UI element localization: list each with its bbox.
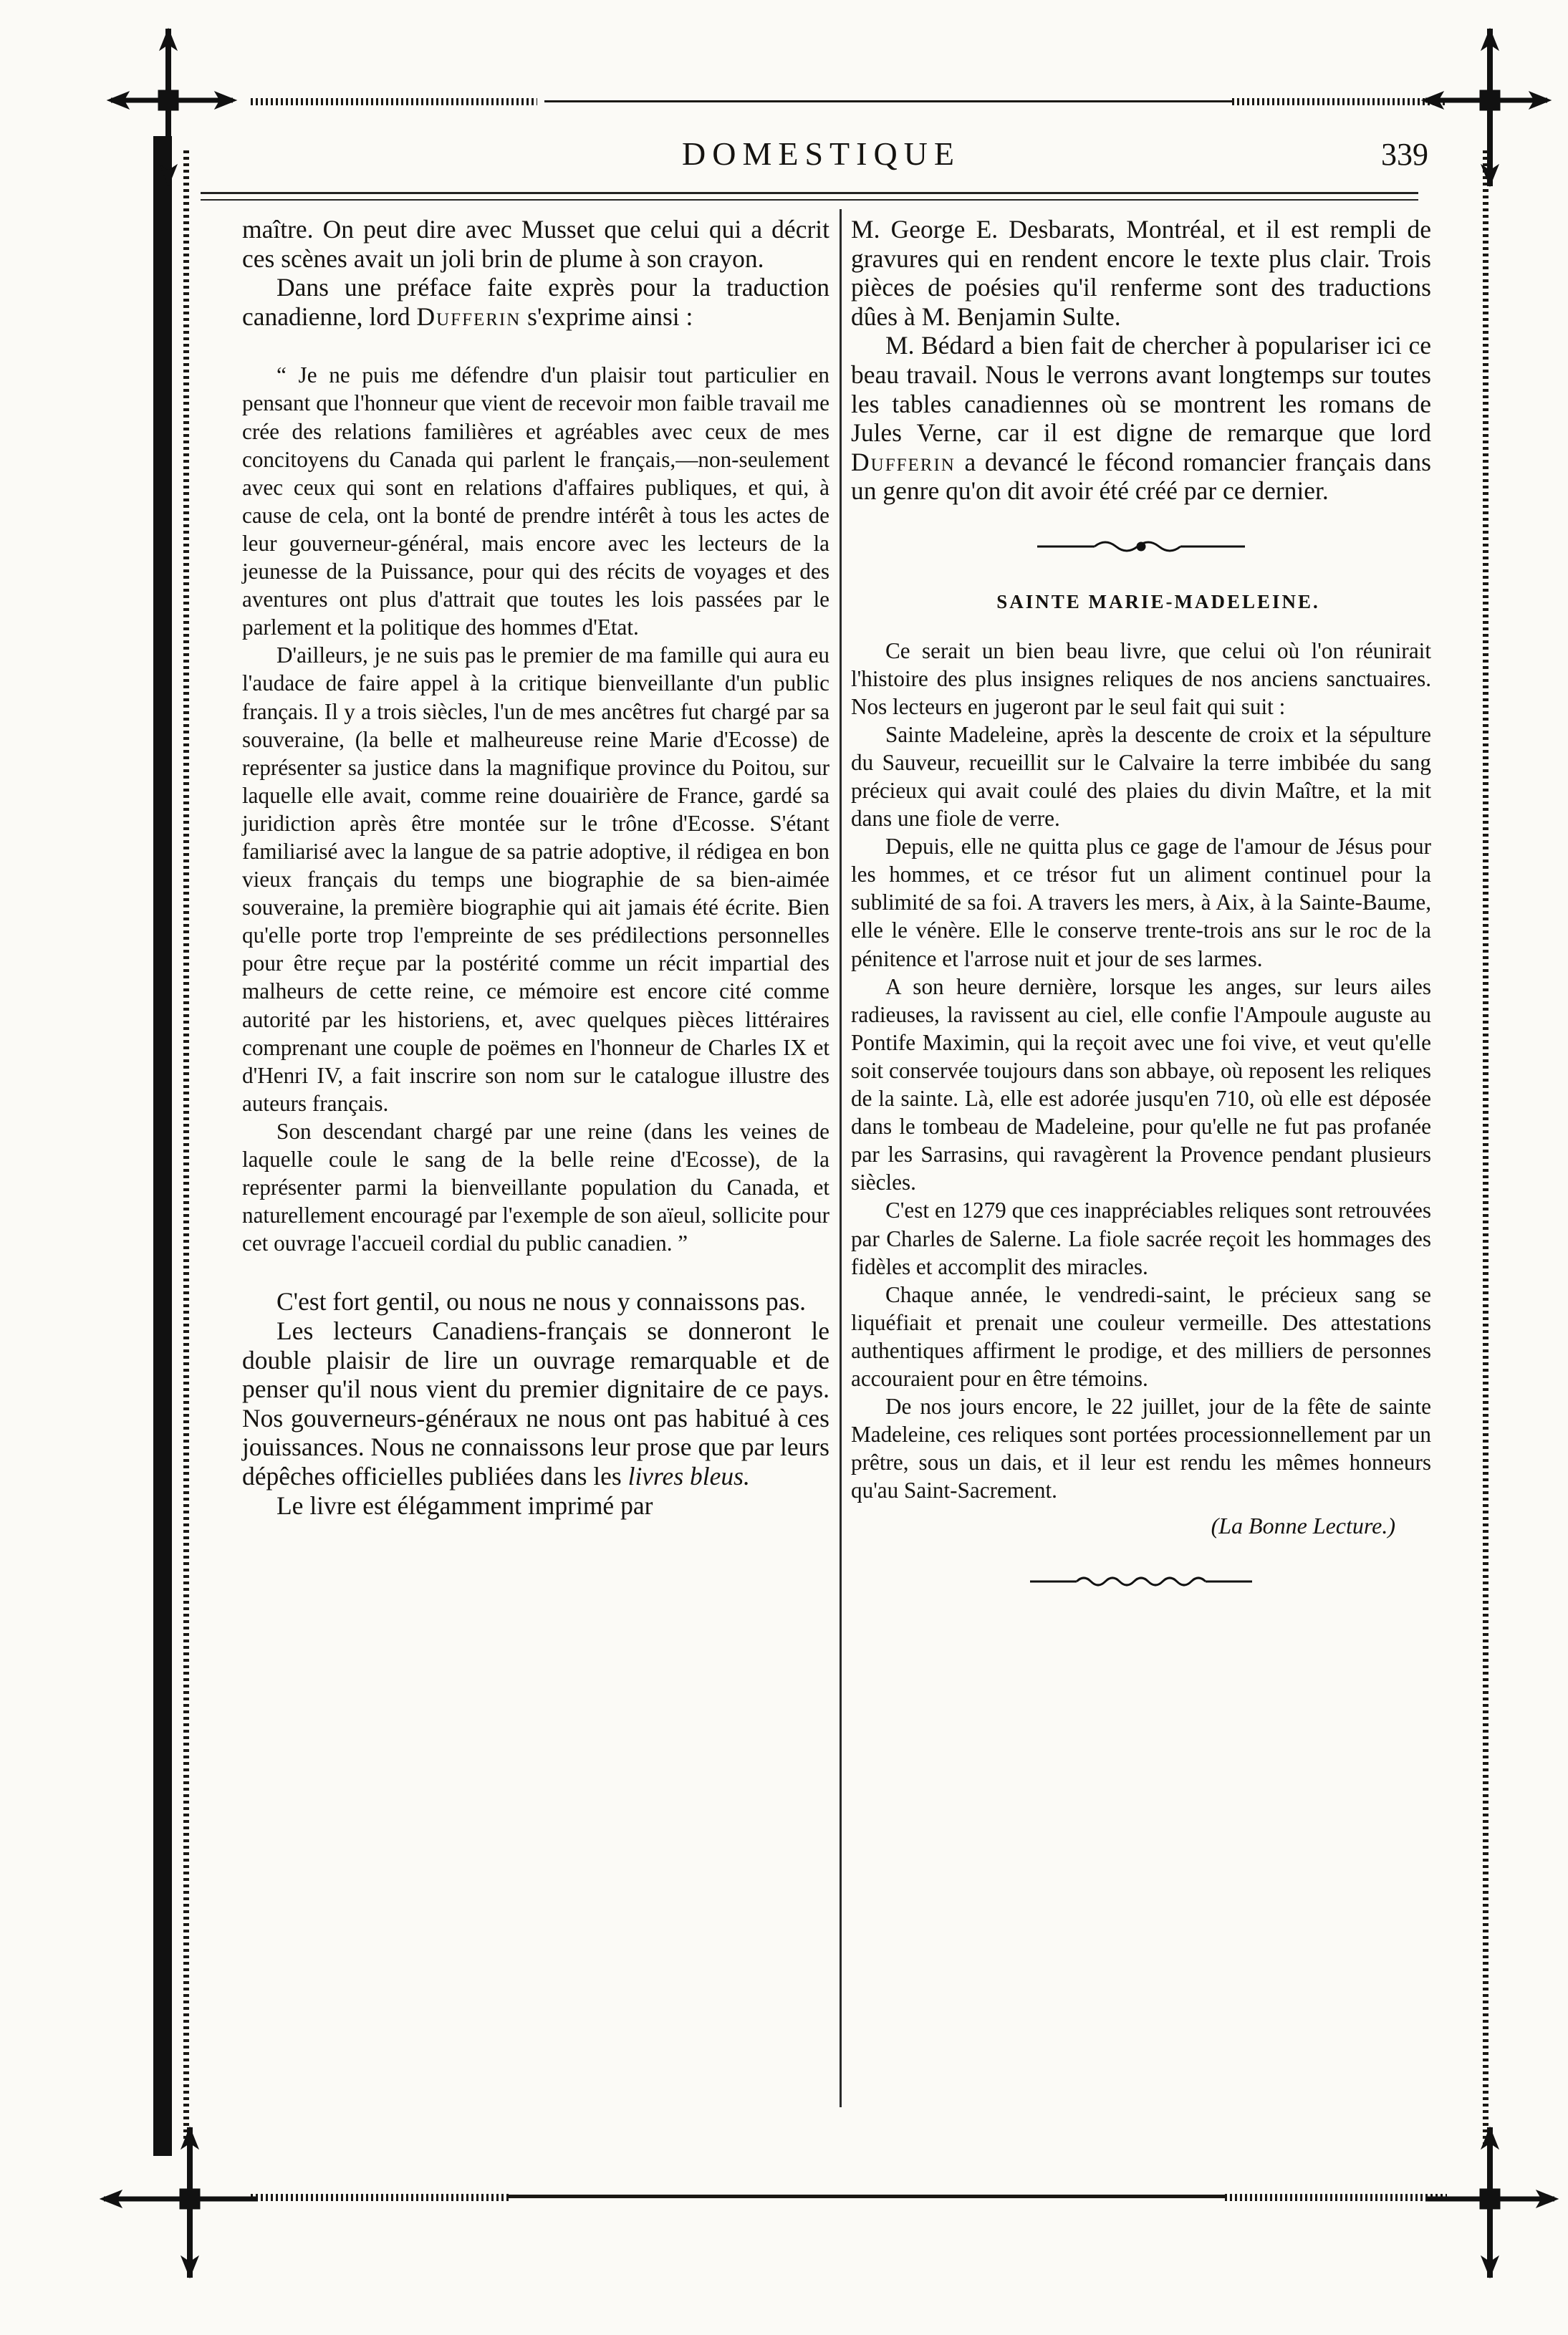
article-paragraph: Sainte Madeleine, après la descente de croix et la sépulture du Sauveur, recueillit sur le Calvaire la terre imbibée du sang précieux qui avait coulé des plaies du divin Maître, et la mit dans une fiole de verre. [851,721,1431,832]
paragraph: M. George E. Desbarats, Montréal, et il est rempli de gravures qui en rendent encore le texte plus clair. Trois pièces de poésies qu'il renferme sont des traductions dûes à M. Benjamin Sulte. [851,215,1431,331]
bottom-dotted-rule-right [1225,2194,1447,2201]
paragraph: M. Bédard a bien fait de chercher à populariser ici ce beau travail. Nous le verrons avant longtemps sur toutes les tables canadiennes où se montrent les romans de Jules Verne, car il est digne de remarque que lord Dufferin a devancé le fécond romancier français dans un genre qu'on dit avoir été créé par ce dernier. [851,331,1431,506]
section-ornament-icon [1034,536,1249,557]
article-body [851,637,1431,1505]
bottom-rule [509,2195,1225,2198]
page-number: 339 [1381,137,1428,172]
corner-fleuron-icon [1418,21,1562,193]
corner-fleuron-icon [97,21,240,193]
column-divider [840,209,842,2107]
paragraph: maître. On peut dire avec Musset que celui qui a décrit ces scènes avait un joli brin de plume à son crayon. [242,215,829,273]
left-column [242,215,829,1520]
header-rule-inner [201,199,1418,201]
header-rule [201,192,1418,194]
corner-fleuron-icon [97,2120,261,2285]
author-name: Dufferin [416,302,521,331]
bottom-dotted-rule-left [251,2194,509,2201]
quotation [242,361,829,1257]
top-dotted-rule-right [1232,98,1447,105]
running-title: DOMESTIQUE [682,135,961,172]
author-name: Dufferin [851,447,956,476]
article-paragraph: Chaque année, le vendredi-saint, le précieux sang se liquéfiait et prenait une couleur vermeille. Des attestations authentiques affirment le prodige, et des milliers de personnes accouraient pour en être témoins. [851,1281,1431,1391]
paragraph: Le livre est élégamment imprimé par [276,1491,653,1520]
right-column [851,215,1431,1592]
left-frame-dotted [183,150,189,2149]
left-frame-bar [153,136,172,2156]
top-dotted-rule-left [251,98,537,105]
article-paragraph: De nos jours encore, le 22 juillet, jour de la fête de sainte Madeleine, ces reliques sont portées processionnellement par un prêtre, sous un dais, et il leur est rendu les mêmes honneurs qu'au Saint-Sacrement. [851,1394,1431,1503]
right-frame-dotted [1483,150,1488,2149]
source-attribution: (La Bonne Lecture.) [1211,1513,1395,1539]
quote-paragraph: Son descendant chargé par une reine (dans les veines de laquelle coule le sang de la belle reine d'Ecosse), de la représenter parmi la bienveillante population du Canada, et naturellement encouragé par l'exemple de son aïeul, sollicite pour cet ouvrage l'accueil cordial du public canadien. ” [242,1118,829,1256]
end-ornament-icon [1026,1571,1256,1592]
italic-term: livres bleus. [627,1461,750,1491]
article-paragraph: Ce serait un bien beau livre, que celui où l'on réunirait l'histoire des plus insignes reliques de nos anciens sanctuaires. Nos lecteurs en jugeront par le seul fait qui suit : [851,637,1431,719]
top-rule [544,100,1232,102]
article-paragraph: A son heure dernière, lorsque les anges, sur leurs ailes radieuses, la ravissent au ciel, elle confie l'Ampoule auguste au Pontife Maximin, qui la reçoit avec une foi vive, et veut qu'elle soit conservée toujours dans son abbaye, où reposent les reliques de la sainte. Là, elle est adorée jusqu'en 710, où elle est déposée dans le tombeau de Madeleine, pour qu'elle ne fut pas profanée par les Sarrasins, qui ravagèrent la Provence pendant plusieurs siècles. [851,973,1431,1195]
paragraph: C'est fort gentil, ou nous ne nous y connaissons pas. [276,1287,807,1316]
quote-paragraph: “ Je ne puis me défendre d'un plaisir tout particulier en pensant que l'honneur que vient de recevoir mon faible travail me crée des relations familières et agréables avec ceux de mes concitoyens du Canada qui parlent le français,—non-seulement avec ceux qui sont en relations d'affaires publiques, et qui, à cause de cela, ont la bonté de prendre intérêt à tous les actes de leur gouverneur-général, mais encore avec les lecteurs de la jeunesse de la Puissance, pour qui des récits de voyages et des aventures ont plus d'attrait que toutes les lois passées par le parlement et la politique des hommes d'Etat. [242,362,829,640]
paragraph: Dans une préface faite exprès pour la traduction canadienne, lord Dufferin s'exprime ainsi : [242,273,829,331]
paragraph: Les lecteurs Canadiens-français se donneront le double plaisir de lire un ouvrage remarquable et de penser qu'il nous vient du premier dignitaire de ce pays. Nos gouverneurs-généraux ne nous ont pas habitué à ces jouissances. Nous ne connaissons leur prose que par leurs dépêches officielles publiées dans les livres bleus. [242,1316,829,1491]
corner-fleuron-icon [1418,2120,1562,2285]
quote-paragraph: D'ailleurs, je ne suis pas le premier de ma famille qui aura eu l'audace de faire appel à la critique bienveillante d'un public français. Il y a trois siècles, l'un de mes ancêtres fut chargé par sa souveraine, (la belle et malheureuse reine Marie d'Ecosse) de représenter sa justice dans la magnifique province du Poitou, sur laquelle elle avait, comme reine douairière de France, gardé sa juridiction après être montée sur le trône d'Ecosse. S'étant familiarisé avec la langue de sa patrie adoptive, il rédigea en bon vieux français du temps une biographie de sa bien-aimée souveraine, la première biographie qui ait jamais été écrite. Bien qu'elle porte trop l'empreinte de ses prédilections personnelles pour être reçue par la postérité comme un récit impartial des malheurs de cette reine, ce mémoire est encore cité comme autorité par les historiens, et, avec quelques pièces littéraires comprenant une couple de poëmes en l'honneur de Charles IX et d'Henri IV, a fait inscrire son nom sur le catalogue illustre des auteurs français. [242,642,829,1116]
article-paragraph: C'est en 1279 que ces inappréciables reliques sont retrouvées par Charles de Salerne. La fiole sacrée reçoit les hommages des fidèles et accomplit des miracles. [851,1198,1431,1279]
article-paragraph: Depuis, elle ne quitta plus ce gage de l'amour de Jésus pour les hommes, et ce trésor fut un aliment continuel pour la sublimité de sa foi. A travers les mers, à Aix, à la Sainte-Baume, elle le vénère. Elle le conserve trente-trois ans sur le roc de la pénitence et l'arrose nuit et jour de ses larmes. [851,834,1431,971]
section-title: SAINTE MARIE-MADELEINE. [996,590,1320,612]
